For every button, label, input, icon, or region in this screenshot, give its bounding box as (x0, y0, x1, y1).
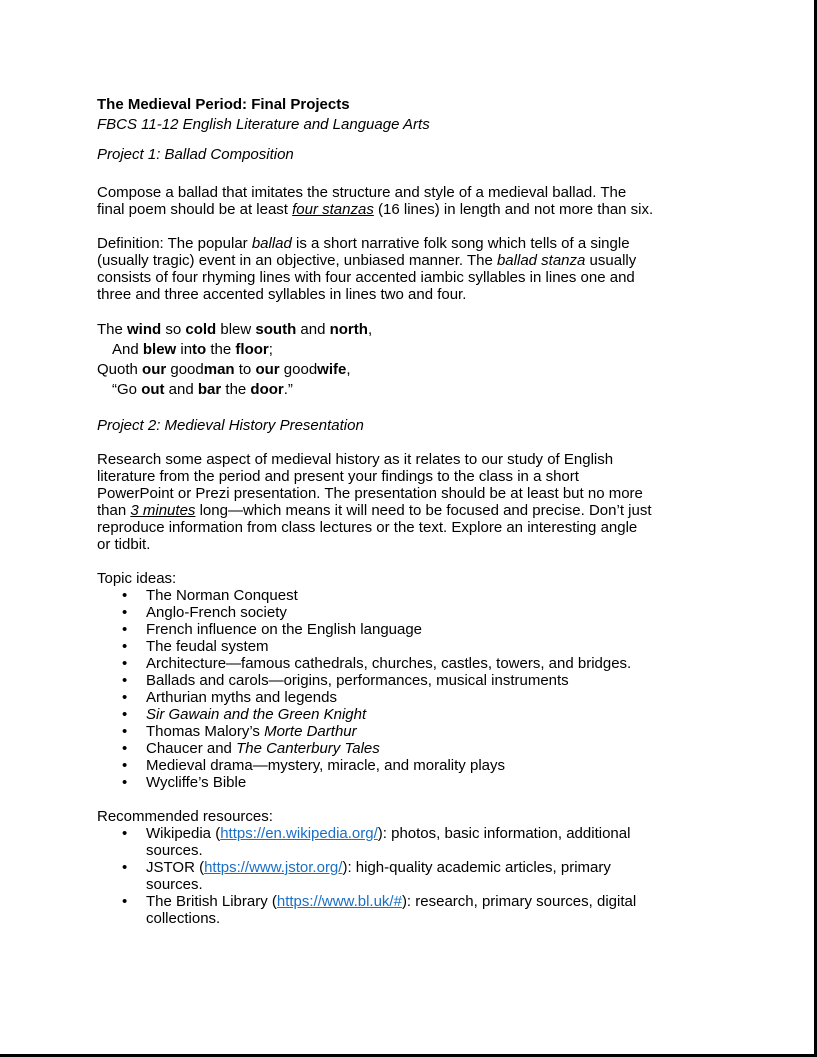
topic-item (97, 689, 726, 706)
bullet-icon: • (122, 672, 128, 689)
text-run: final poem should be at least (97, 201, 293, 218)
topic-item (97, 757, 726, 774)
topic-text (146, 655, 726, 672)
document-subtitle: FBCS 11-12 English Literature and Language Arts (97, 116, 430, 133)
topic-text (146, 706, 726, 723)
topic-ideas-label: Topic ideas: (97, 570, 177, 587)
text-run: Definition: The popular (97, 235, 252, 252)
topic-text (146, 672, 726, 689)
text-run: door (250, 381, 284, 398)
bullet-icon: • (122, 825, 128, 842)
project1-heading: Project 1: Ballad Composition (97, 146, 294, 163)
text-run: wife (317, 361, 347, 378)
text-run: good (279, 361, 318, 378)
text-run: the (221, 381, 251, 398)
text-run: Compose a ballad that imitates the structure and style of a medieval ballad. The (97, 184, 627, 201)
text-run: , (346, 361, 351, 378)
text-run: French influence on the English language (146, 621, 423, 638)
resource-item (97, 893, 726, 927)
text-run: The Canterbury Tales (236, 740, 380, 757)
text-run: JSTOR ( (146, 859, 205, 876)
text-run: floor (235, 341, 269, 358)
bullet-icon: • (122, 689, 128, 706)
text-run: good (166, 361, 204, 378)
document-title: The Medieval Period: Final Projects (97, 96, 350, 113)
bullet-icon: • (122, 740, 128, 757)
text-run: blew (142, 341, 177, 358)
text-run: south (255, 321, 297, 338)
text-run: four stanzas (292, 201, 374, 218)
text-run: ): high-quality academic articles, primary (342, 859, 611, 876)
text-run: bar (197, 381, 222, 398)
text-run: Morte Darthur (264, 723, 357, 740)
bullet-icon: • (122, 859, 128, 876)
text-line (146, 910, 726, 927)
project2-body-paragraph (97, 451, 726, 553)
text-run: (16 lines) in length and not more than six. (373, 201, 654, 218)
resource-text (146, 859, 726, 893)
text-run: to (234, 361, 256, 378)
text-run: ): photos, basic information, additional (377, 825, 631, 842)
text-run: ): research, primary sources, digital (401, 893, 637, 910)
text-run: Quoth (97, 361, 143, 378)
recommended-resources-label: Recommended resources: (97, 808, 273, 825)
topic-text (146, 621, 726, 638)
text-run: .” (283, 381, 293, 398)
text-run: Chaucer and (146, 740, 237, 757)
text-run: the (206, 341, 236, 358)
text-run: Architecture—famous cathedrals, churches, castles, towers, and bridges. (146, 655, 632, 672)
text-run: And (112, 341, 143, 358)
text-line (146, 638, 726, 655)
text-run: Arthurian myths and legends (146, 689, 337, 706)
text-line (146, 740, 726, 757)
text-run: The British Library ( (146, 893, 277, 910)
text-run: The (97, 321, 128, 338)
text-run: or tidbit. (97, 536, 151, 553)
text-line (146, 893, 726, 910)
topic-item (97, 638, 726, 655)
bullet-icon: • (122, 587, 128, 604)
text-line (97, 468, 726, 485)
ballad-example-poem (97, 320, 726, 400)
text-line (97, 201, 726, 218)
text-line (97, 184, 726, 201)
text-run: our (142, 361, 167, 378)
text-run: and (164, 381, 198, 398)
text-run: ballad stanza (496, 252, 586, 269)
text-line (146, 757, 726, 774)
text-run: is a short narrative folk song which tells of a single (291, 235, 630, 252)
text-run: sources. (146, 876, 203, 893)
text-line (146, 655, 726, 672)
text-line (146, 723, 726, 740)
bullet-icon: • (122, 621, 128, 638)
text-run: reproduce information from class lectures or the text. Explore an interesting angle (97, 519, 638, 536)
text-run: literature from the period and present your findings to the class in a short (97, 468, 579, 485)
text-run: long—which means it will need to be focused and precise. Don’t just (195, 502, 652, 519)
text-run: man (203, 361, 235, 378)
text-run: ballad (251, 235, 292, 252)
text-run: than (97, 502, 131, 519)
text-run: Ballads and carols—origins, performances, musical instruments (146, 672, 569, 689)
text-run: usually (585, 252, 637, 269)
text-line (97, 269, 726, 286)
text-line (97, 519, 726, 536)
text-run: (usually tragic) event in an objective, unbiased manner. The (97, 252, 497, 269)
topic-ideas-list (97, 587, 726, 791)
topic-text (146, 604, 726, 621)
topic-text (146, 587, 726, 604)
bullet-icon: • (122, 638, 128, 655)
resources-list (97, 825, 726, 927)
text-line (97, 536, 726, 553)
text-run: out (141, 381, 165, 398)
topic-item (97, 604, 726, 621)
topic-item (97, 587, 726, 604)
project1-intro-paragraph (97, 184, 726, 218)
text-line (146, 842, 726, 859)
text-run: to (192, 341, 207, 358)
text-run: our (255, 361, 280, 378)
text-run: in (176, 341, 193, 358)
text-run: sources. (146, 842, 203, 859)
text-line (97, 320, 726, 340)
bullet-icon: • (122, 655, 128, 672)
text-line (146, 859, 726, 876)
text-line (146, 689, 726, 706)
resource-text (146, 893, 726, 927)
text-run: cold (185, 321, 217, 338)
text-run: The feudal system (146, 638, 269, 655)
resource-text (146, 825, 726, 859)
text-line (146, 621, 726, 638)
text-run: PowerPoint or Prezi presentation. The presentation should be at least but no more (97, 485, 643, 502)
text-run: Wycliffe’s Bible (146, 774, 247, 791)
text-line (97, 340, 726, 360)
resource-link[interactable]: https://en.wikipedia.org/ (220, 825, 378, 842)
text-run: Thomas Malory’s (146, 723, 265, 740)
topic-text (146, 757, 726, 774)
topic-item (97, 672, 726, 689)
text-run: 3 minutes (130, 502, 196, 519)
text-run: three and three accented syllables in lines two and four. (97, 286, 467, 303)
text-line (97, 286, 726, 303)
topic-text (146, 740, 726, 757)
text-run: consists of four rhyming lines with four accented iambic syllables in lines one and (97, 269, 635, 286)
text-run: “Go (112, 381, 142, 398)
text-run: so (161, 321, 186, 338)
text-line (97, 451, 726, 468)
text-run: Wikipedia ( (146, 825, 221, 842)
topic-item (97, 655, 726, 672)
text-run: wind (127, 321, 162, 338)
text-line (146, 876, 726, 893)
bullet-icon: • (122, 774, 128, 791)
text-run: , (367, 321, 373, 338)
text-line (146, 672, 726, 689)
resource-item (97, 825, 726, 859)
text-run: Research some aspect of medieval history as it relates to our study of English (97, 451, 614, 468)
topic-item (97, 706, 726, 723)
text-line (146, 706, 726, 723)
bullet-icon: • (122, 706, 128, 723)
text-line (97, 360, 726, 380)
bullet-icon: • (122, 604, 128, 621)
topic-item (97, 621, 726, 638)
topic-item (97, 740, 726, 757)
text-run: The Norman Conquest (146, 587, 298, 604)
topic-text (146, 774, 726, 791)
text-line (97, 485, 726, 502)
text-line (146, 774, 726, 791)
topic-text (146, 689, 726, 706)
topic-text (146, 723, 726, 740)
topic-text (146, 638, 726, 655)
bullet-icon: • (122, 757, 128, 774)
text-line (146, 825, 726, 842)
text-run: collections. (146, 910, 221, 927)
resource-item (97, 859, 726, 893)
resource-link[interactable]: https://www.bl.uk/# (276, 893, 402, 910)
ballad-definition-paragraph (97, 235, 726, 303)
text-run: Medieval drama—mystery, miracle, and morality plays (146, 757, 505, 774)
text-line (97, 235, 726, 252)
text-run: Anglo-French society (146, 604, 287, 621)
text-run: blew (216, 321, 256, 338)
text-run: ; (268, 341, 273, 358)
project2-heading: Project 2: Medieval History Presentation (97, 417, 364, 434)
text-line (146, 587, 726, 604)
text-line (97, 252, 726, 269)
bullet-icon: • (122, 723, 128, 740)
topic-item (97, 723, 726, 740)
text-run: north (329, 321, 368, 338)
bullet-icon: • (122, 893, 128, 910)
text-run: Sir Gawain and the Green Knight (146, 706, 367, 723)
topic-item (97, 774, 726, 791)
text-line (97, 380, 726, 400)
text-line (97, 502, 726, 519)
resource-link[interactable]: https://www.jstor.org/ (204, 859, 343, 876)
text-run: and (296, 321, 330, 338)
text-line (146, 604, 726, 621)
